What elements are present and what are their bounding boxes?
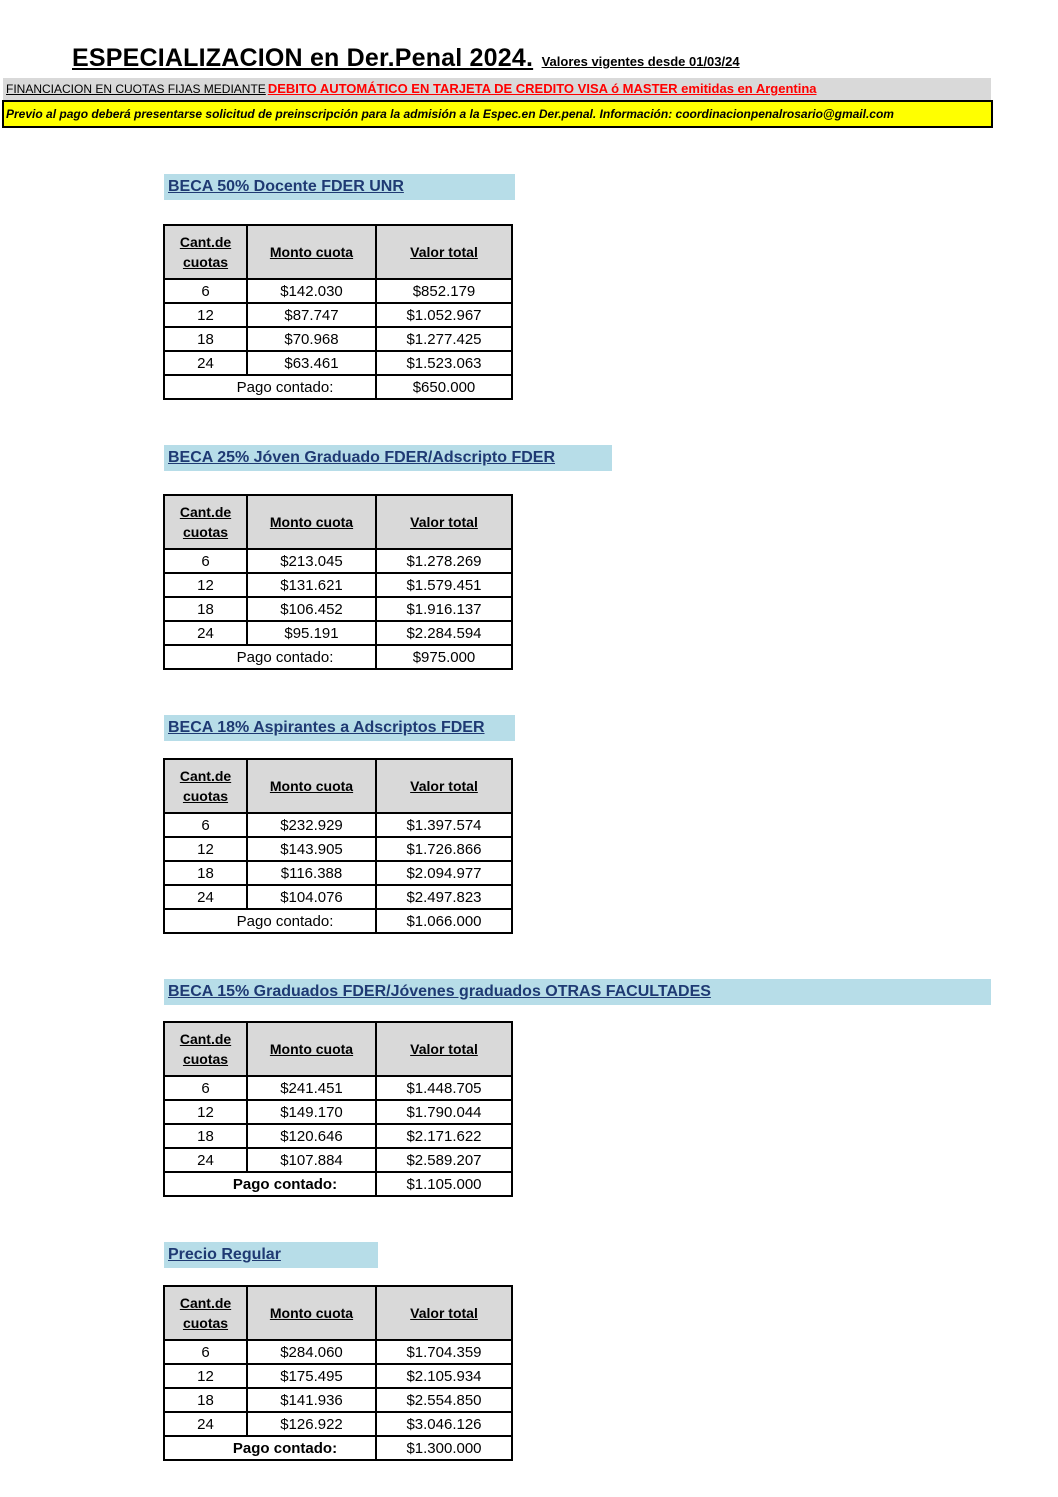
contado-label: Pago contado:	[164, 645, 376, 669]
cell-cuotas: 18	[164, 327, 247, 351]
section-title-text: BECA 15% Graduados FDER/Jóvenes graduados OTRAS FACULTADES	[168, 983, 711, 1000]
table-row	[164, 1148, 512, 1172]
cell-cuotas: 6	[164, 1340, 247, 1364]
header-valor-total: Valor total	[376, 1286, 512, 1340]
section-title	[164, 979, 991, 1005]
table-row	[164, 1412, 512, 1436]
contado-row	[164, 645, 512, 669]
cell-monto: $63.461	[247, 351, 376, 375]
header-cuotas-line2: cuotas	[182, 254, 229, 270]
cell-cuotas: 24	[164, 1148, 247, 1172]
contado-row	[164, 1436, 512, 1460]
cell-cuotas: 6	[164, 279, 247, 303]
header-monto-cuota: Monto cuota	[247, 1022, 376, 1076]
table-row	[164, 621, 512, 645]
contado-row	[164, 1172, 512, 1196]
cell-cuotas: 24	[164, 1412, 247, 1436]
cell-valor: $1.397.574	[376, 813, 512, 837]
fee-table	[163, 758, 513, 934]
page-title: ESPECIALIZACION en Der.Penal 2024.	[72, 44, 534, 72]
header-monto-cuota: Monto cuota	[247, 495, 376, 549]
header-monto-cuota: Monto cuota	[247, 759, 376, 813]
table-row	[164, 1340, 512, 1364]
cell-cuotas: 24	[164, 885, 247, 909]
financing-bar	[3, 78, 991, 100]
contado-value: $1.300.000	[376, 1436, 512, 1460]
section-title	[164, 715, 515, 741]
table-row	[164, 1076, 512, 1100]
cell-monto: $284.060	[247, 1340, 376, 1364]
cell-cuotas: 12	[164, 573, 247, 597]
cell-monto: $149.170	[247, 1100, 376, 1124]
contado-value: $1.105.000	[376, 1172, 512, 1196]
cell-monto: $106.452	[247, 597, 376, 621]
contado-label: Pago contado:	[164, 1172, 376, 1196]
fee-table	[163, 224, 513, 400]
cell-cuotas: 18	[164, 597, 247, 621]
cell-monto: $95.191	[247, 621, 376, 645]
page-header	[72, 44, 740, 73]
cell-monto: $120.646	[247, 1124, 376, 1148]
cell-valor: $2.094.977	[376, 861, 512, 885]
contado-value: $975.000	[376, 645, 512, 669]
cell-monto: $175.495	[247, 1364, 376, 1388]
preinscription-notice: Previo al pago deberá presentarse solicitud de preinscripción para la admisión a la Espec.en Der.penal. Información: coordinacionpenalrosario@gmail.com	[2, 100, 993, 128]
cell-monto: $87.747	[247, 303, 376, 327]
contado-value: $650.000	[376, 375, 512, 399]
cell-valor: $852.179	[376, 279, 512, 303]
cell-monto: $213.045	[247, 549, 376, 573]
header-cuotas-line1: Cant.de	[179, 1031, 232, 1047]
cell-valor: $2.105.934	[376, 1364, 512, 1388]
header-cant-cuotas	[164, 759, 247, 813]
header-cuotas-line1: Cant.de	[179, 234, 232, 250]
table-row	[164, 1364, 512, 1388]
table-row	[164, 837, 512, 861]
cell-monto: $70.968	[247, 327, 376, 351]
cell-valor: $1.579.451	[376, 573, 512, 597]
section-title-text: Precio Regular	[168, 1246, 281, 1263]
cell-monto: $232.929	[247, 813, 376, 837]
cell-valor: $1.052.967	[376, 303, 512, 327]
cell-cuotas: 12	[164, 1100, 247, 1124]
table-row	[164, 351, 512, 375]
cell-cuotas: 18	[164, 1124, 247, 1148]
header-cant-cuotas	[164, 1286, 247, 1340]
header-cant-cuotas	[164, 1022, 247, 1076]
header-cuotas-line2: cuotas	[182, 1051, 229, 1067]
cell-cuotas: 6	[164, 813, 247, 837]
cell-monto: $131.621	[247, 573, 376, 597]
table-header-row	[164, 1022, 512, 1076]
table-row	[164, 861, 512, 885]
financing-prefix: FINANCIACION EN CUOTAS FIJAS MEDIANTE	[6, 82, 266, 96]
cell-valor: $1.790.044	[376, 1100, 512, 1124]
fee-table	[163, 494, 513, 670]
contado-label: Pago contado:	[164, 375, 376, 399]
header-cuotas-line1: Cant.de	[179, 1295, 232, 1311]
page-subtitle: Valores vigentes desde 01/03/24	[541, 54, 740, 69]
cell-monto: $241.451	[247, 1076, 376, 1100]
table-row	[164, 1388, 512, 1412]
cell-valor: $2.171.622	[376, 1124, 512, 1148]
header-cuotas-line2: cuotas	[182, 524, 229, 540]
table-row	[164, 327, 512, 351]
cell-valor: $2.554.850	[376, 1388, 512, 1412]
cell-cuotas: 12	[164, 1364, 247, 1388]
fee-table	[163, 1021, 513, 1197]
cell-valor: $1.278.269	[376, 549, 512, 573]
table-row	[164, 573, 512, 597]
cell-valor: $1.726.866	[376, 837, 512, 861]
section-title-text: BECA 25% Jóven Graduado FDER/Adscripto FDER	[168, 449, 556, 466]
section-title-text: BECA 50% Docente FDER UNR	[168, 178, 404, 195]
cell-monto: $142.030	[247, 279, 376, 303]
contado-label: Pago contado:	[164, 909, 376, 933]
cell-monto: $126.922	[247, 1412, 376, 1436]
header-cant-cuotas	[164, 225, 247, 279]
cell-cuotas: 12	[164, 303, 247, 327]
header-valor-total: Valor total	[376, 759, 512, 813]
cell-cuotas: 24	[164, 621, 247, 645]
section-title	[164, 1242, 378, 1268]
header-cuotas-line1: Cant.de	[179, 504, 232, 520]
header-monto-cuota: Monto cuota	[247, 225, 376, 279]
table-header-row	[164, 759, 512, 813]
contado-row	[164, 375, 512, 399]
cell-monto: $143.905	[247, 837, 376, 861]
cell-cuotas: 6	[164, 549, 247, 573]
fee-table	[163, 1285, 513, 1461]
cell-valor: $1.277.425	[376, 327, 512, 351]
cell-valor: $2.497.823	[376, 885, 512, 909]
section-title	[164, 445, 612, 471]
section-title-text: BECA 18% Aspirantes a Adscriptos FDER	[168, 719, 485, 736]
cell-cuotas: 18	[164, 1388, 247, 1412]
table-row	[164, 279, 512, 303]
table-row	[164, 1100, 512, 1124]
cell-valor: $1.448.705	[376, 1076, 512, 1100]
cell-valor: $1.523.063	[376, 351, 512, 375]
contado-value: $1.066.000	[376, 909, 512, 933]
table-header-row	[164, 1286, 512, 1340]
header-cuotas-line2: cuotas	[182, 1315, 229, 1331]
header-valor-total: Valor total	[376, 495, 512, 549]
cell-valor: $2.284.594	[376, 621, 512, 645]
table-row	[164, 885, 512, 909]
contado-label: Pago contado:	[164, 1436, 376, 1460]
cell-valor: $3.046.126	[376, 1412, 512, 1436]
table-row	[164, 813, 512, 837]
cell-monto: $141.936	[247, 1388, 376, 1412]
cell-cuotas: 12	[164, 837, 247, 861]
cell-monto: $116.388	[247, 861, 376, 885]
header-cuotas-line1: Cant.de	[179, 768, 232, 784]
cell-cuotas: 6	[164, 1076, 247, 1100]
cell-valor: $1.916.137	[376, 597, 512, 621]
cell-valor: $2.589.207	[376, 1148, 512, 1172]
table-row	[164, 1124, 512, 1148]
cell-monto: $104.076	[247, 885, 376, 909]
cell-valor: $1.704.359	[376, 1340, 512, 1364]
table-header-row	[164, 225, 512, 279]
header-valor-total: Valor total	[376, 1022, 512, 1076]
contado-row	[164, 909, 512, 933]
financing-highlight: DEBITO AUTOMÁTICO EN TARJETA DE CREDITO VISA ó MASTER emitidas en Argentina	[267, 81, 817, 96]
table-header-row	[164, 495, 512, 549]
table-row	[164, 303, 512, 327]
header-cant-cuotas	[164, 495, 247, 549]
header-monto-cuota: Monto cuota	[247, 1286, 376, 1340]
section-title	[164, 174, 515, 200]
table-row	[164, 549, 512, 573]
header-valor-total: Valor total	[376, 225, 512, 279]
cell-monto: $107.884	[247, 1148, 376, 1172]
header-cuotas-line2: cuotas	[182, 788, 229, 804]
table-row	[164, 597, 512, 621]
cell-cuotas: 24	[164, 351, 247, 375]
cell-cuotas: 18	[164, 861, 247, 885]
